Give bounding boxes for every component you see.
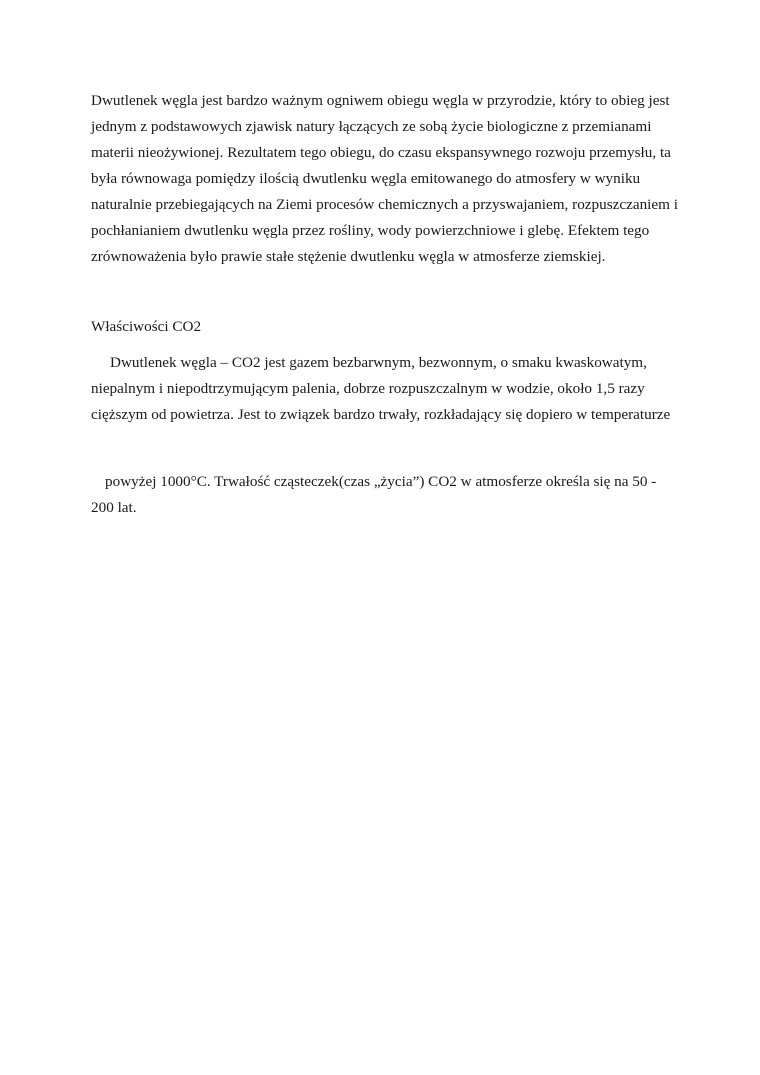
section-heading: Właściwości CO2 xyxy=(91,318,202,335)
paragraph-intro: Dwutlenek węgla jest bardzo ważnym ogniwem obiegu węgla w przyrodzie, który to obieg jest jednym z podstawowych zjawisk natury łączących ze sobą życie biologiczne z przemianami materii nieożywionej. Rezultatem tego obiegu, do czasu ekspansywnego rozwoju przemysłu, ta była równowaga pomiędzy ilością dwutlenku węgla emitowanego do atmosfery w wyniku naturalnie przebiegających na Ziemi procesów chemicznych a przyswajaniem, rozpuszczaniem i pochłanianiem dwutlenku węgla przez rośliny, wody powierzchniowe i glebę. Efektem tego zrównoważenia było prawie stałe stężenie dwutlenku węgla w atmosferze ziemskiej. xyxy=(91,92,678,265)
paragraph-durability: powyżej 1000°C. Trwałość cząsteczek(czas „życia”) CO2 w atmosferze określa się na 50 - 200 lat. xyxy=(91,473,657,516)
paragraph-properties: Dwutlenek węgla – CO2 jest gazem bezbarwnym, bezwonnym, o smaku kwaskowatym, niepalnym i niepodtrzymującym palenia, dobrze rozpuszczalnym w wodzie, około 1,5 razy cięższym od powietrza. Jest to związek bardzo trwały, rozkładający się dopiero w temperaturze xyxy=(91,354,671,423)
